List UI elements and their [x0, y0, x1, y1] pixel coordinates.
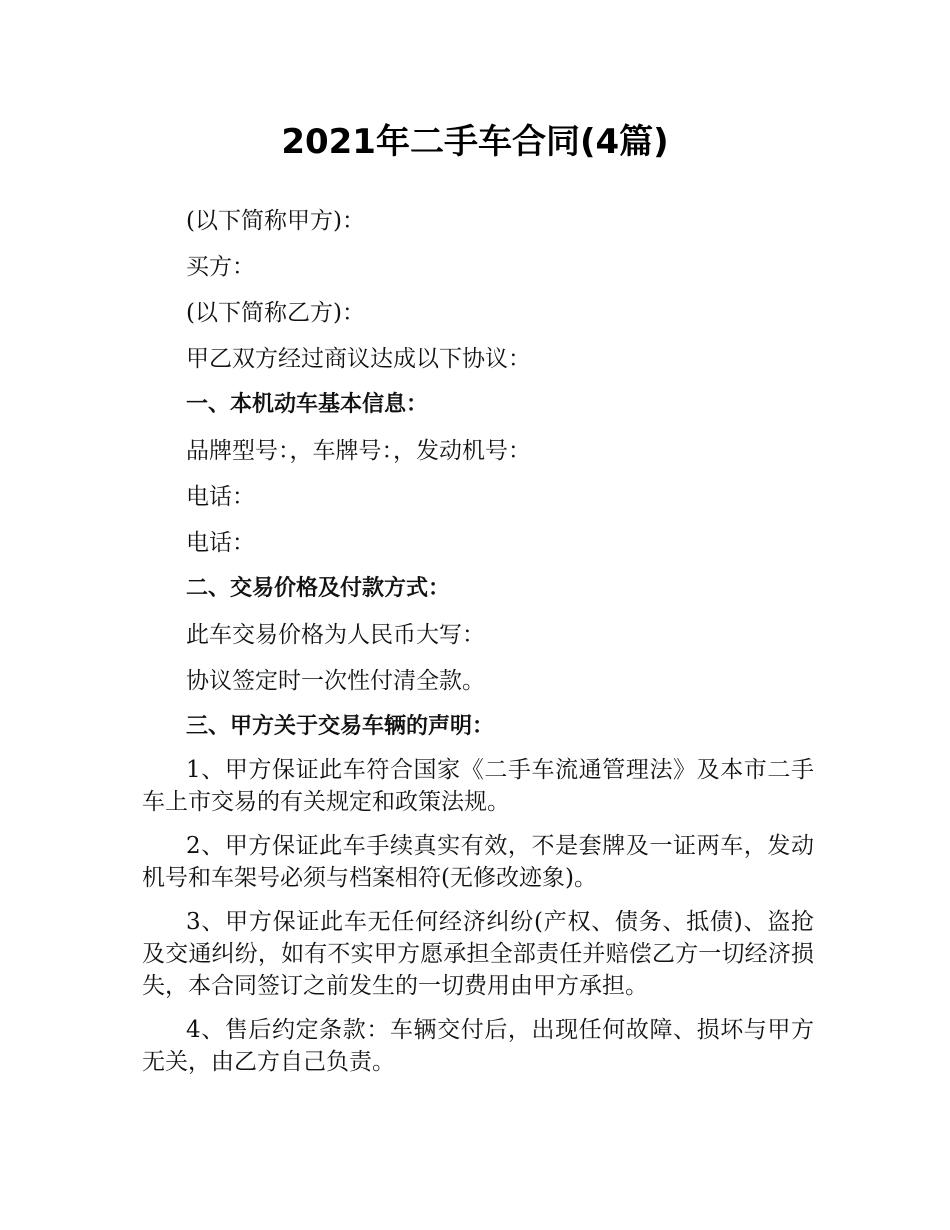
phone-line: 电话： — [186, 484, 255, 510]
vehicle-info-line: 品牌型号：，车牌号：，发动机号： — [186, 438, 531, 464]
party-b-line: (以下简称乙方)： — [186, 300, 365, 326]
declaration-paragraph: 3、甲方保证此车无任何经济纠纷(产权、债务、抵债)、盗抢及交通纠纷，如有不实甲方愿承担全部责任并赔偿乙方一切经济损失，本合同签订之前发生的一切费用由甲方承担。 — [142, 909, 814, 999]
document-body — [142, 198, 814, 1090]
payment-line: 协议签定时一次性付清全款。 — [186, 668, 485, 694]
declaration-paragraph: 4、售后约定条款：车辆交付后，出现任何故障、损坏与甲方无关，由乙方自己负责。 — [142, 1017, 814, 1075]
declaration-paragraph: 1、甲方保证此车符合国家《二手车流通管理法》及本市二手车上市交易的有关规定和政策法规。 — [142, 757, 814, 815]
party-a-line: (以下简称甲方)： — [186, 208, 365, 234]
section-3-heading: 三、甲方关于交易车辆的声明： — [186, 714, 495, 739]
declaration-paragraph: 2、甲方保证此车手续真实有效，不是套牌及一证两车，发动机号和车架号必须与档案相符(无修改迹象)。 — [142, 833, 814, 891]
agreement-intro-line: 甲乙双方经过商议达成以下协议： — [186, 346, 531, 372]
buyer-line: 买方： — [186, 254, 255, 280]
price-line: 此车交易价格为人民币大写： — [186, 622, 485, 648]
document-title: 2021年二手车合同(4篇) — [281, 122, 669, 162]
section-1-heading: 一、本机动车基本信息： — [186, 392, 429, 417]
phone-line: 电话： — [186, 530, 255, 556]
section-2-heading: 二、交易价格及付款方式： — [186, 576, 451, 601]
